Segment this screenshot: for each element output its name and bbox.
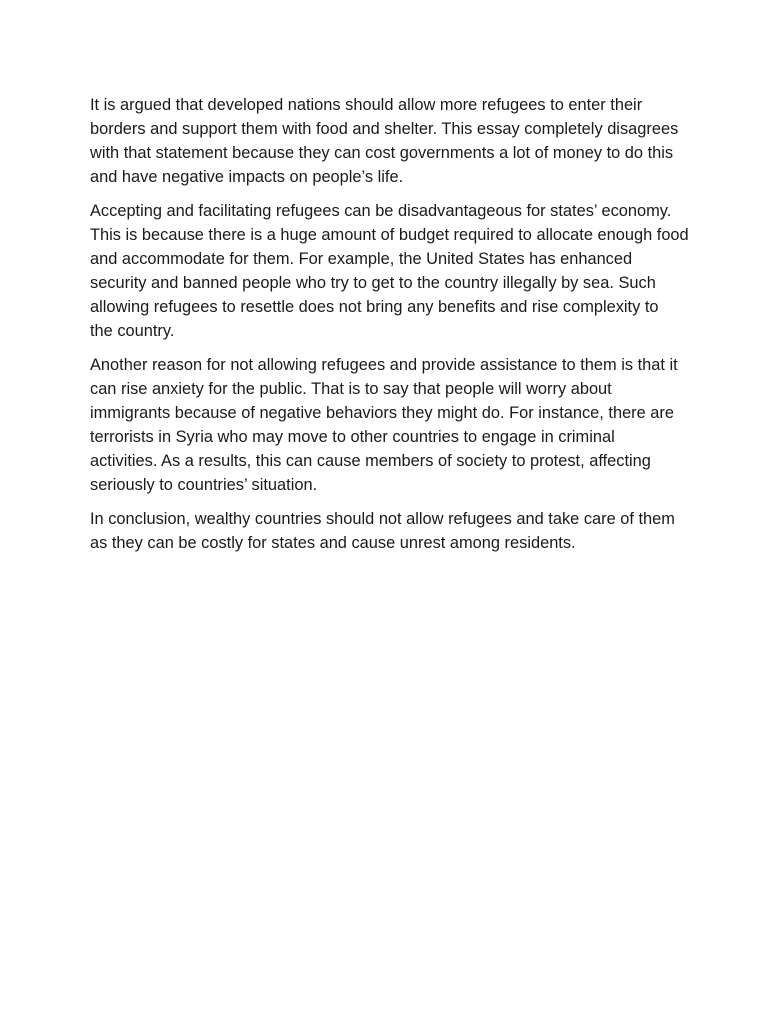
text-line: as they can be costly for states and cause unrest among residents. bbox=[90, 534, 576, 552]
text-line: activities. As a results, this can cause members of society to protest, affecting bbox=[90, 452, 651, 470]
paragraph-anxiety bbox=[90, 353, 690, 497]
text-line: seriously to countries’ situation. bbox=[90, 476, 318, 494]
text-line: the country. bbox=[90, 322, 175, 340]
text-line: with that statement because they can cost governments a lot of money to do this bbox=[90, 144, 674, 162]
text-line: Another reason for not allowing refugees and provide assistance to them is that it bbox=[90, 356, 678, 374]
paragraph-conclusion bbox=[90, 507, 690, 555]
text-line: In conclusion, wealthy countries should not allow refugees and take care of them bbox=[90, 510, 675, 528]
text-line: security and banned people who try to get to the country illegally by sea. Such bbox=[90, 274, 656, 292]
paragraph-introduction bbox=[90, 93, 690, 189]
text-line: It is argued that developed nations should allow more refugees to enter their bbox=[90, 96, 643, 114]
text-line: terrorists in Syria who may move to other countries to engage in criminal bbox=[90, 428, 615, 446]
text-line: and accommodate for them. For example, the United States has enhanced bbox=[90, 250, 633, 268]
text-line: allowing refugees to resettle does not bring any benefits and rise complexity to bbox=[90, 298, 659, 316]
text-line: can rise anxiety for the public. That is to say that people will worry about bbox=[90, 380, 612, 398]
text-line: Accepting and facilitating refugees can be disadvantageous for states’ economy. bbox=[90, 202, 672, 220]
text-line: immigrants because of negative behaviors they might do. For instance, there are bbox=[90, 404, 674, 422]
text-line: This is because there is a huge amount of budget required to allocate enough food bbox=[90, 226, 689, 244]
text-line: borders and support them with food and shelter. This essay completely disagrees bbox=[90, 120, 679, 138]
text-line: and have negative impacts on people’s life. bbox=[90, 168, 404, 186]
paragraph-economy bbox=[90, 199, 690, 343]
essay-body bbox=[90, 93, 690, 565]
